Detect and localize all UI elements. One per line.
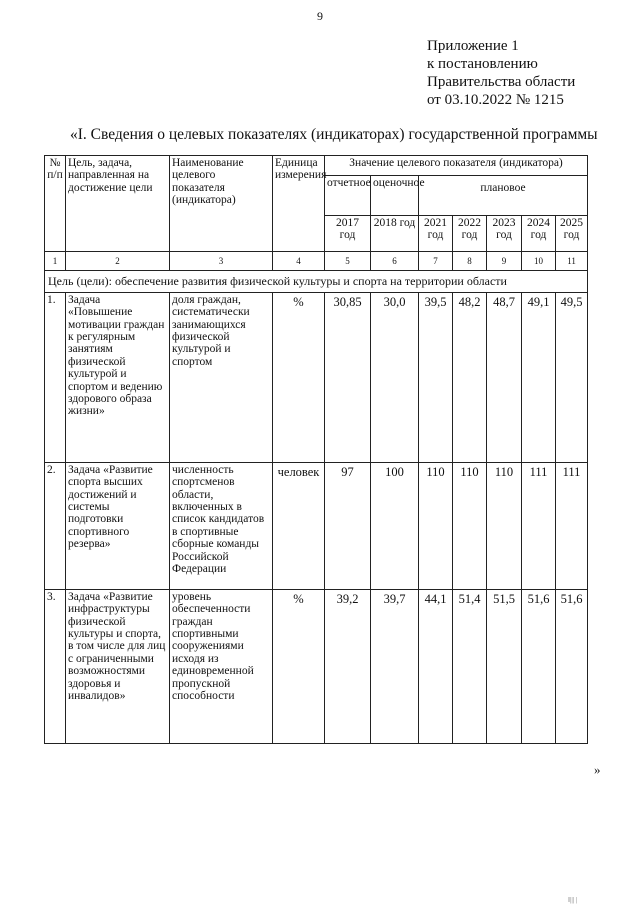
row-value: 111 (522, 462, 556, 589)
column-number: 11 (556, 252, 588, 271)
row-value: 39,7 (371, 589, 419, 743)
header-row-1 (45, 156, 588, 176)
row-number: 2. (45, 462, 66, 589)
row-value: 39,2 (325, 589, 371, 743)
row-indicator: доля граждан, систематически занимающихся физической культурой и спортом (170, 292, 273, 462)
row-value: 51,5 (487, 589, 522, 743)
header-value: Значение целевого показателя (индикатора) (325, 156, 588, 176)
page-number: 9 (317, 9, 323, 23)
row-value: 110 (453, 462, 487, 589)
closing-quote: » (594, 762, 601, 777)
appendix-block (427, 37, 575, 109)
header-year: 2017 год (325, 216, 371, 252)
row-value: 110 (419, 462, 453, 589)
table-row (45, 589, 588, 743)
row-value: 110 (487, 462, 522, 589)
row-value: 48,2 (453, 292, 487, 462)
column-number: 4 (273, 252, 325, 271)
header-num: № п/п (45, 156, 66, 252)
goal-text: Цель (цели): обеспечение развития физической культуры и спорта на территории области (45, 271, 588, 292)
row-task: Задача «Развитие инфраструктуры физической культуры и спорта, в том числе для лиц с ограниченными возможностями здоровья и инвалидов» (66, 589, 170, 743)
row-value: 30,85 (325, 292, 371, 462)
table-row (45, 462, 588, 589)
row-task: Задача «Развитие спорта высших достижений и системы подготовки спортивного резерва» (66, 462, 170, 589)
appendix-line-2: к постановлению (427, 56, 538, 72)
goal-row (45, 271, 588, 292)
header-year: 2021 год (419, 216, 453, 252)
column-number: 10 (522, 252, 556, 271)
row-value: 49,1 (522, 292, 556, 462)
row-value: 49,5 (556, 292, 588, 462)
appendix-line-4: от 03.10.2022 № 1215 (427, 92, 564, 108)
row-value: 51,6 (556, 589, 588, 743)
row-value: 97 (325, 462, 371, 589)
indicators-table (44, 155, 588, 744)
row-value: 30,0 (371, 292, 419, 462)
row-indicator: уровень обеспеченности граждан спортивными сооружениями исходя из единовременной пропускной способности (170, 589, 273, 743)
header-year: 2025 год (556, 216, 588, 252)
column-number: 5 (325, 252, 371, 271)
header-indicator: Наименование целевого показателя (индикатора) (170, 156, 273, 252)
appendix-line-3: Правительства области (427, 74, 576, 90)
row-task: Задача «Повышение мотивации граждан к регулярным занятиям физической культурой и спортом и ведению здорового образа жизни» (66, 292, 170, 462)
column-number: 3 (170, 252, 273, 271)
appendix-line-1: Приложение 1 (427, 38, 519, 54)
header-planned: плановое (419, 176, 588, 216)
section-heading: «I. Сведения о целевых показателях (индикаторах) государственной программы (70, 126, 598, 143)
column-number: 7 (419, 252, 453, 271)
row-value: 48,7 (487, 292, 522, 462)
row-value: 100 (371, 462, 419, 589)
row-unit: % (273, 589, 325, 743)
header-unit: Единица измерения (273, 156, 325, 252)
row-value: 51,4 (453, 589, 487, 743)
row-unit: % (273, 292, 325, 462)
header-goal: Цель, задача, направленная на достижение цели (66, 156, 170, 252)
row-number: 3. (45, 589, 66, 743)
column-number: 2 (66, 252, 170, 271)
row-indicator: численность спортсменов области, включенных в список кандидатов в спортивные сборные команды Российской Федерации (170, 462, 273, 589)
row-unit: человек (273, 462, 325, 589)
footer-code: ǁ||| | (568, 896, 578, 904)
column-number-row (45, 252, 588, 271)
header-estimated: оценочное (371, 176, 419, 216)
column-number: 1 (45, 252, 66, 271)
row-value: 51,6 (522, 589, 556, 743)
row-value: 111 (556, 462, 588, 589)
column-number: 6 (371, 252, 419, 271)
header-year: 2022 год (453, 216, 487, 252)
table-row (45, 292, 588, 462)
header-year: 2024 год (522, 216, 556, 252)
row-value: 44,1 (419, 589, 453, 743)
header-year: 2018 год (371, 216, 419, 252)
column-number: 8 (453, 252, 487, 271)
row-number: 1. (45, 292, 66, 462)
row-value: 39,5 (419, 292, 453, 462)
header-reported: отчетное (325, 176, 371, 216)
column-number: 9 (487, 252, 522, 271)
header-year: 2023 год (487, 216, 522, 252)
